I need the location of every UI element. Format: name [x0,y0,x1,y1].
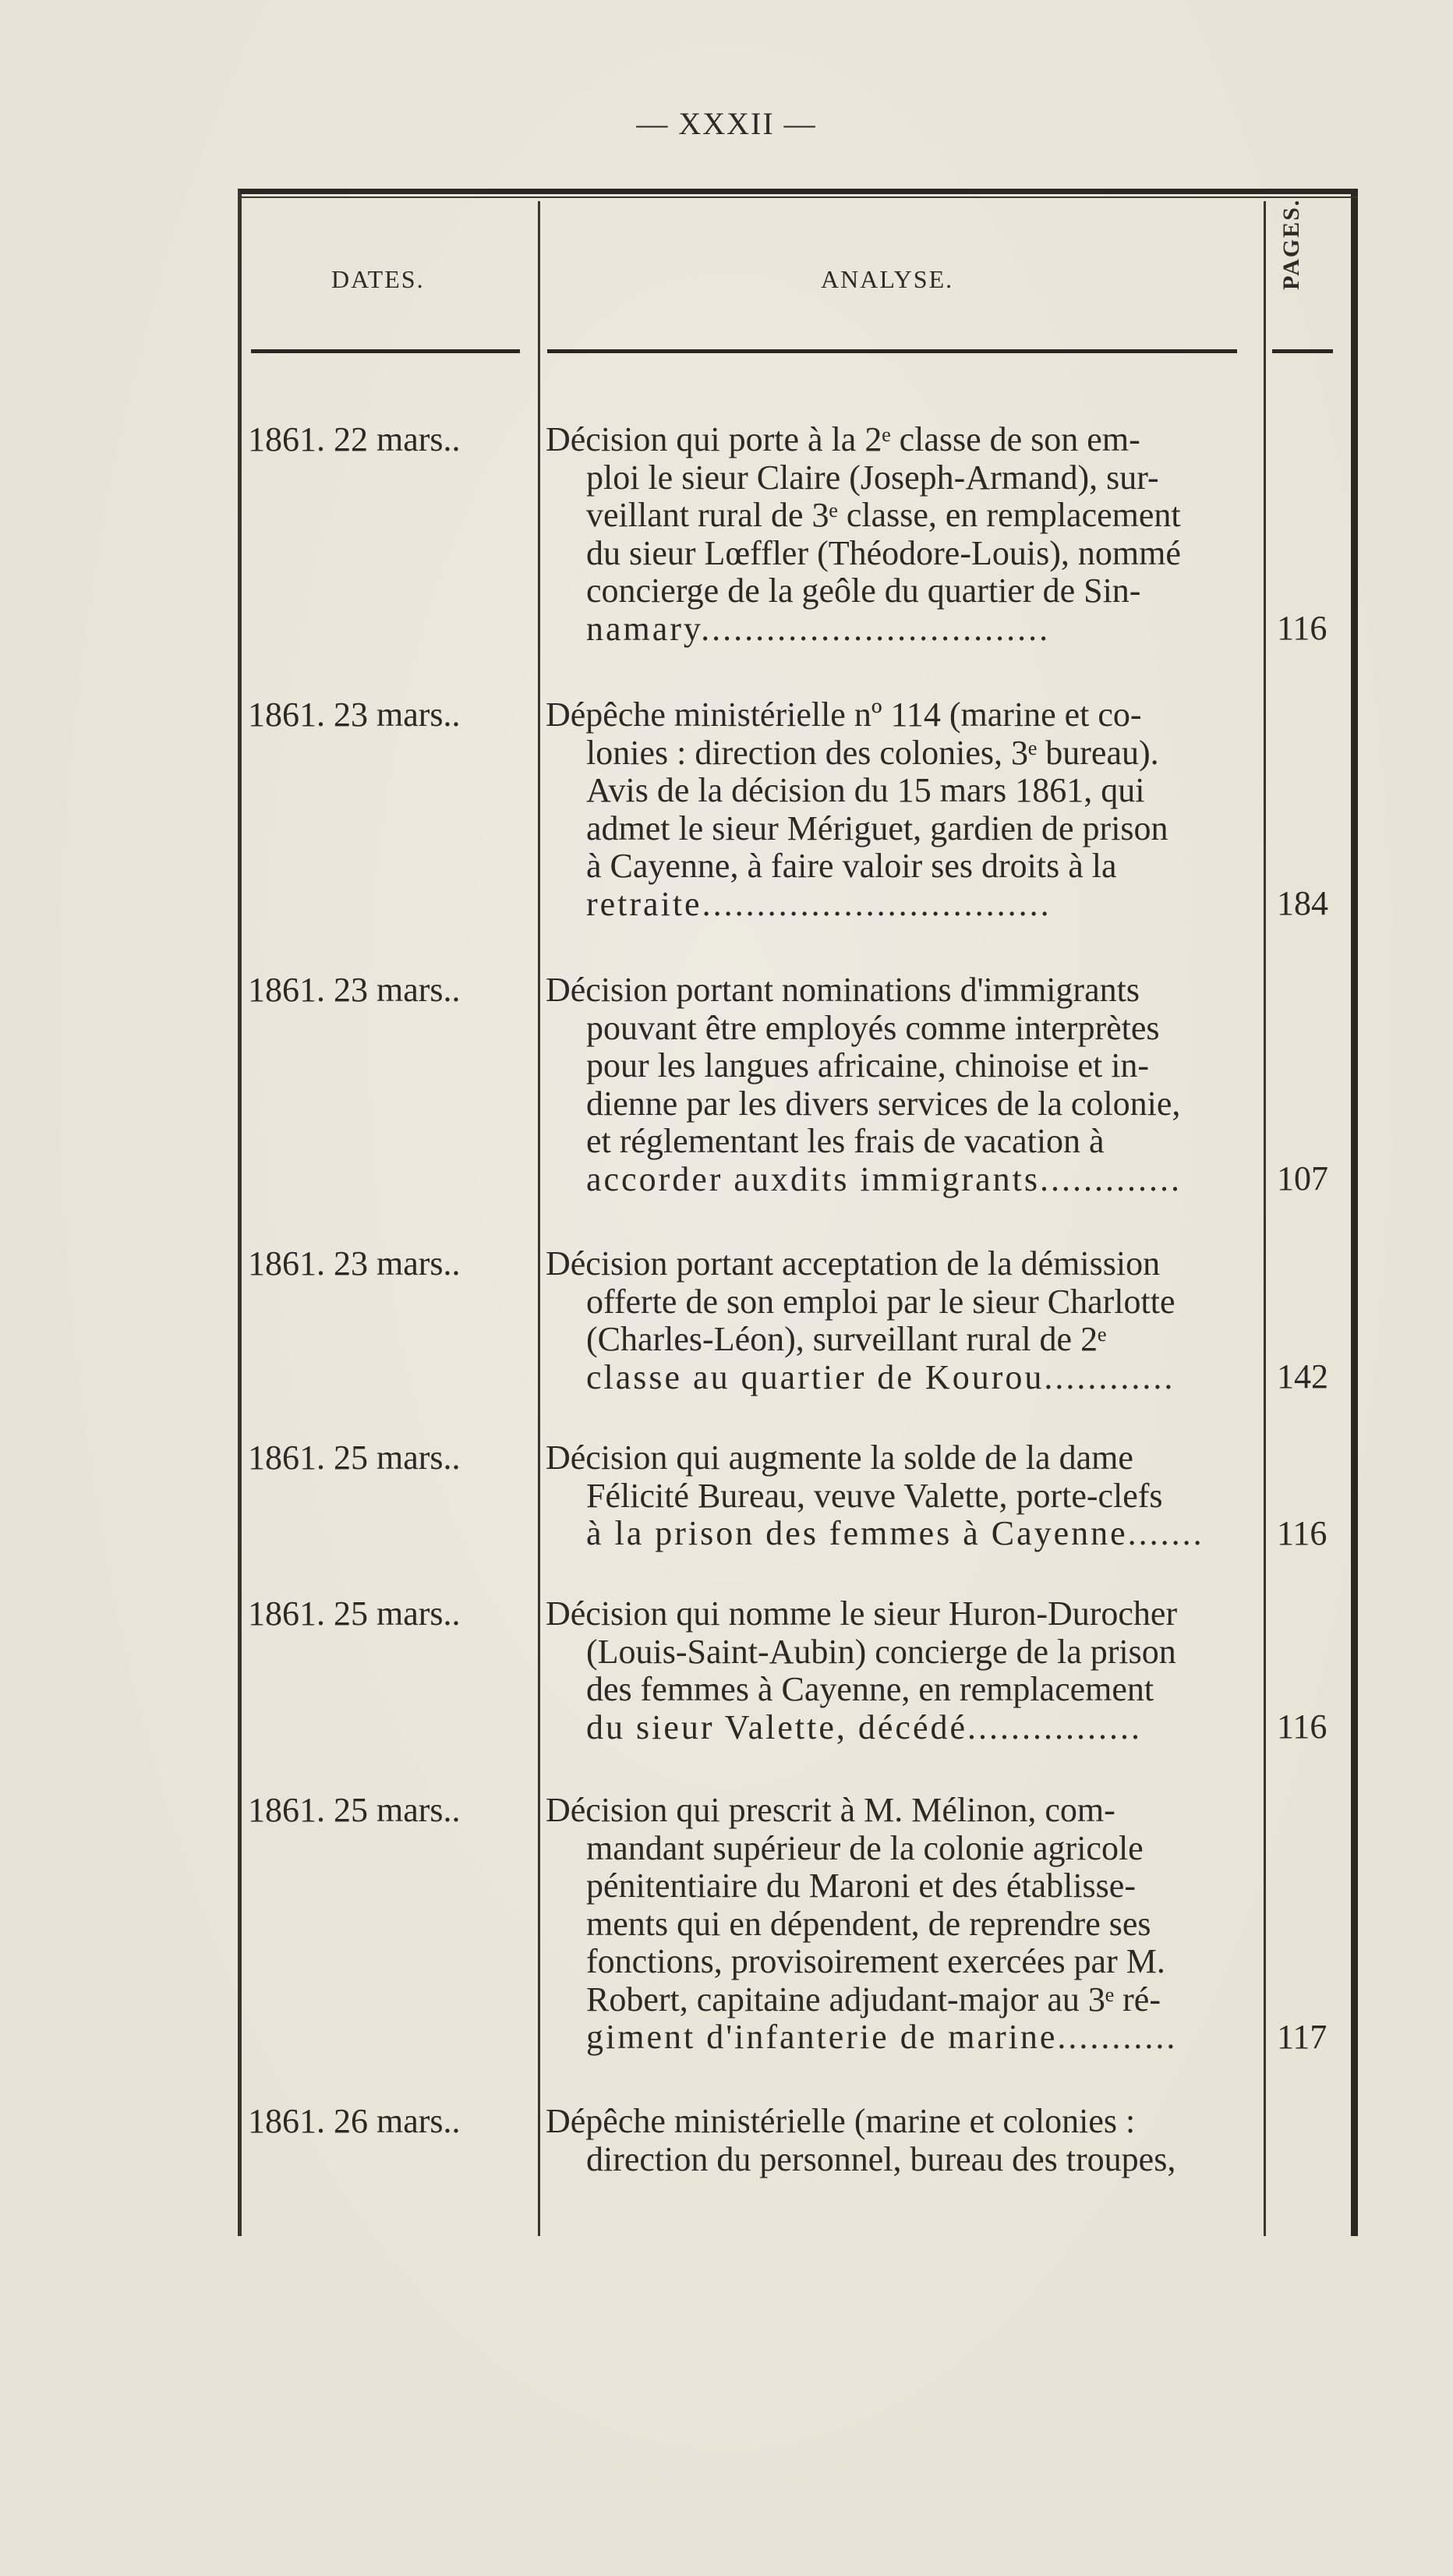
entry-page-ref: 142 [1277,1357,1328,1396]
entry-date: 1861. 23 mars.. [248,695,461,734]
entry-line: classe au quartier de Kourou............ [586,1358,1175,1396]
entry-line: veillant rural de 3ᵉ classe, en remplacement [586,497,1181,534]
entry-line: et réglementant les frais de vacation à [586,1123,1105,1160]
entry-page-ref: 116 [1277,1707,1327,1746]
page-folio: — XXXII — [636,106,817,141]
entry-line: Décision portant nominations d'immigrants [546,971,1140,1009]
entry-date: 1861. 25 mars.. [248,1438,461,1477]
entry-page-ref: 116 [1277,609,1327,647]
entry-analysis [546,1245,1255,1396]
entry-line: giment d'infanterie de marine........... [586,2019,1178,2056]
column-divider-dates [538,201,540,2236]
entry-line: ments qui en dépendent, de reprendre ses [586,1905,1151,1943]
entry-line: (Charles-Léon), surveillant rural de 2ᵉ [586,1321,1107,1358]
entry-line: pénitentiaire du Maroni et des établisse- [586,1867,1136,1905]
entry-line: à Cayenne, à faire valoir ses droits à la [586,847,1117,885]
entry-line: Avis de la décision du 15 mars 1861, qui [586,772,1145,809]
entry-line: accorder auxdits immigrants............. [586,1160,1182,1198]
entry-line: lonies : direction des colonies, 3ᵉ bureau). [586,734,1159,772]
column-divider-pages [1264,201,1266,2236]
entry-line: du sieur Lœffler (Théodore-Louis), nommé [586,534,1181,572]
entry-line: (Louis-Saint-Aubin) concierge de la prison [586,1633,1176,1671]
entry-analysis [546,1595,1255,1746]
entry-date: 1861. 23 mars.. [248,1244,461,1283]
entry-line: retraite................................ [586,885,1052,923]
entry-line: du sieur Valette, décédé................ [586,1708,1143,1746]
entry-analysis [546,1792,1255,2057]
entry-date: 1861. 25 mars.. [248,1594,461,1633]
entry-line: Dépêche ministérielle (marine et colonies : [546,2103,1136,2140]
entry-line: fonctions, provisoirement exercées par M. [586,1943,1165,1980]
entry-line: des femmes à Cayenne, en remplacement [586,1671,1154,1708]
entry-line: Décision portant acceptation de la démission [546,1245,1161,1283]
entry-date: 1861. 22 mars.. [248,420,461,458]
entry-line: Décision qui nomme le sieur Huron-Durocher [546,1595,1178,1633]
header-dates: DATES. [331,265,425,293]
entry-line: concierge de la geôle du quartier de Sin- [586,572,1141,610]
header-pages: PAGES. [1278,198,1304,290]
entry-line: ploi le sieur Claire (Joseph-Armand), sur- [586,458,1159,497]
entry-line: direction du personnel, bureau des troupes, [586,2140,1176,2178]
entry-line: pour les langues africaine, chinoise et in- [586,1047,1150,1085]
entry-analysis [546,696,1255,923]
entry-analysis [546,421,1255,648]
entry-analysis [546,2103,1255,2178]
entry-line: admet le sieur Mériguet, gardien de prison [586,809,1168,847]
header-analyse: ANALYSE. [821,265,954,293]
header-rule-pages [1272,349,1333,353]
entry-date: 1861. 25 mars.. [248,1791,461,1829]
entry-line: offerte de son emploi par le sieur Charlotte [586,1283,1175,1321]
entry-date: 1861. 26 mars.. [248,2102,461,2140]
entry-page-ref: 107 [1277,1159,1328,1198]
entry-page-ref: 116 [1277,1514,1327,1552]
header-rule-dates [251,349,520,353]
header-rule-analyse [547,349,1237,353]
entry-line: mandant supérieur de la colonie agricole [586,1829,1144,1867]
entry-line: Robert, capitaine adjudant-major au 3ᵉ ré- [586,1980,1161,2019]
entry-line: namary................................ [586,610,1051,648]
table-top-rule [238,196,1358,198]
entry-page-ref: 117 [1277,2018,1327,2056]
entry-line: Dépêche ministérielle nº 114 (marine et co- [546,696,1142,734]
entry-line: Félicité Bureau, veuve Valette, porte-clefs [586,1477,1163,1515]
entry-line: Décision qui prescrit à M. Mélinon, com- [546,1792,1115,1829]
entry-line: pouvant être employés comme interprètes [586,1009,1160,1047]
entry-date: 1861. 23 mars.. [248,971,461,1009]
entry-analysis [546,1439,1255,1553]
entry-line: dienne par les divers services de la colonie, [586,1085,1181,1123]
entry-line: Décision qui porte à la 2ᵉ classe de son em- [546,421,1140,458]
entry-line: Décision qui augmente la solde de la dame [546,1439,1133,1477]
entry-analysis [546,971,1255,1198]
entry-line: à la prison des femmes à Cayenne....... [586,1515,1204,1552]
entry-page-ref: 184 [1277,884,1328,922]
